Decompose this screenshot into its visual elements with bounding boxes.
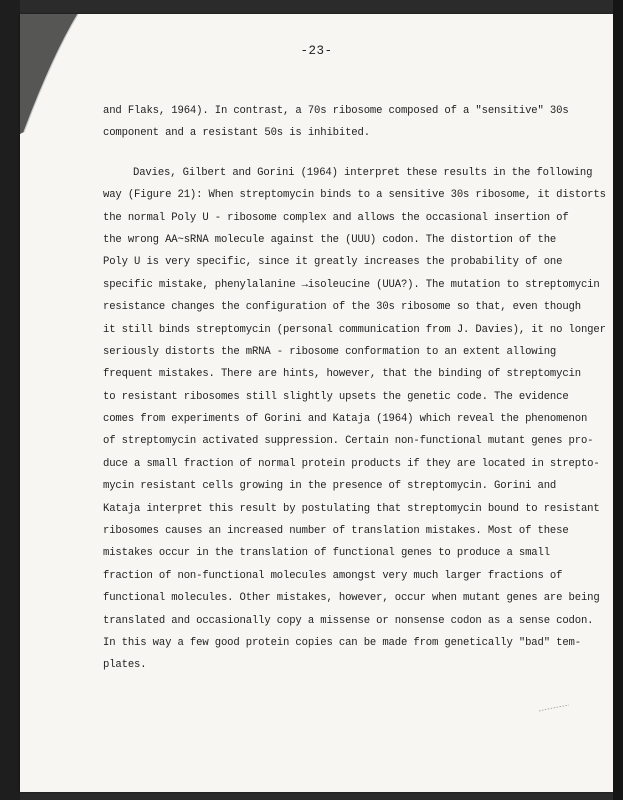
text-line: specific mistake, phenylalanine →isoleucine (UUA?). The mutation to streptomycin	[103, 278, 600, 291]
text-line: In this way a few good protein copies can be made from genetically "bad" tem-	[103, 636, 581, 649]
document-page	[20, 14, 613, 792]
text-line: plates.	[103, 659, 147, 672]
text-line: translated and occasionally copy a missense or nonsense codon as a sense codon.	[103, 614, 594, 627]
text-line: ribosomes causes an increased number of translation mistakes. Most of these	[103, 525, 569, 538]
text-line: comes from experiments of Gorini and Kataja (1964) which reveal the phenomenon	[103, 413, 588, 426]
text-line: component and a resistant 50s is inhibited.	[103, 127, 370, 140]
text-line: and Flaks, 1964). In contrast, a 70s ribosome composed of a "sensitive" 30s	[103, 105, 569, 117]
folded-corner-shadow	[20, 14, 90, 134]
text-line: mistakes occur in the translation of functional genes to produce a small	[103, 547, 550, 560]
text-line: way (Figure 21): When streptomycin binds to a sensitive 30s ribosome, it distorts	[103, 189, 606, 202]
text-line: resistance changes the configuration of the 30s ribosome so that, even though	[103, 301, 581, 314]
text-line: duce a small fraction of normal protein products if they are located in strepto-	[103, 457, 600, 470]
text-line: mycin resistant cells growing in the presence of streptomycin. Gorini and	[103, 480, 557, 493]
text-line: fraction of non-functional molecules amongst very much larger fractions of	[103, 569, 563, 582]
text-line: seriously distorts the mRNA - ribosome conformation to an extent allowing	[103, 345, 557, 358]
text-line: the normal Poly U - ribosome complex and allows the occasional insertion of	[103, 211, 569, 224]
left-scan-border	[0, 0, 20, 800]
text-line: Davies, Gilbert and Gorini (1964) interpret these results in the following	[133, 166, 593, 179]
paragraph-1	[103, 100, 573, 145]
page-number: -23-	[300, 44, 333, 58]
paragraph-2	[103, 162, 606, 677]
text-line: of streptomycin activated suppression. Certain non-functional mutant genes pro-	[103, 435, 594, 448]
text-line: to resistant ribosomes still slightly upsets the genetic code. The evidence	[103, 390, 569, 403]
text-line: it still binds streptomycin (personal communication from J. Davies), it no longer	[103, 323, 606, 336]
right-scan-border	[613, 0, 623, 800]
text-line: the wrong AA~sRNA molecule against the (UUU) codon. The distortion of the	[103, 233, 557, 246]
text-line: functional molecules. Other mistakes, however, occur when mutant genes are being	[103, 592, 600, 605]
text-line: Poly U is very specific, since it greatly increases the probability of one	[103, 256, 563, 269]
text-line: Kataja interpret this result by postulating that streptomycin bound to resistant	[103, 502, 600, 515]
pencil-mark	[538, 704, 570, 712]
text-line: frequent mistakes. There are hints, however, that the binding of streptomycin	[103, 368, 581, 381]
body-text	[103, 100, 606, 677]
